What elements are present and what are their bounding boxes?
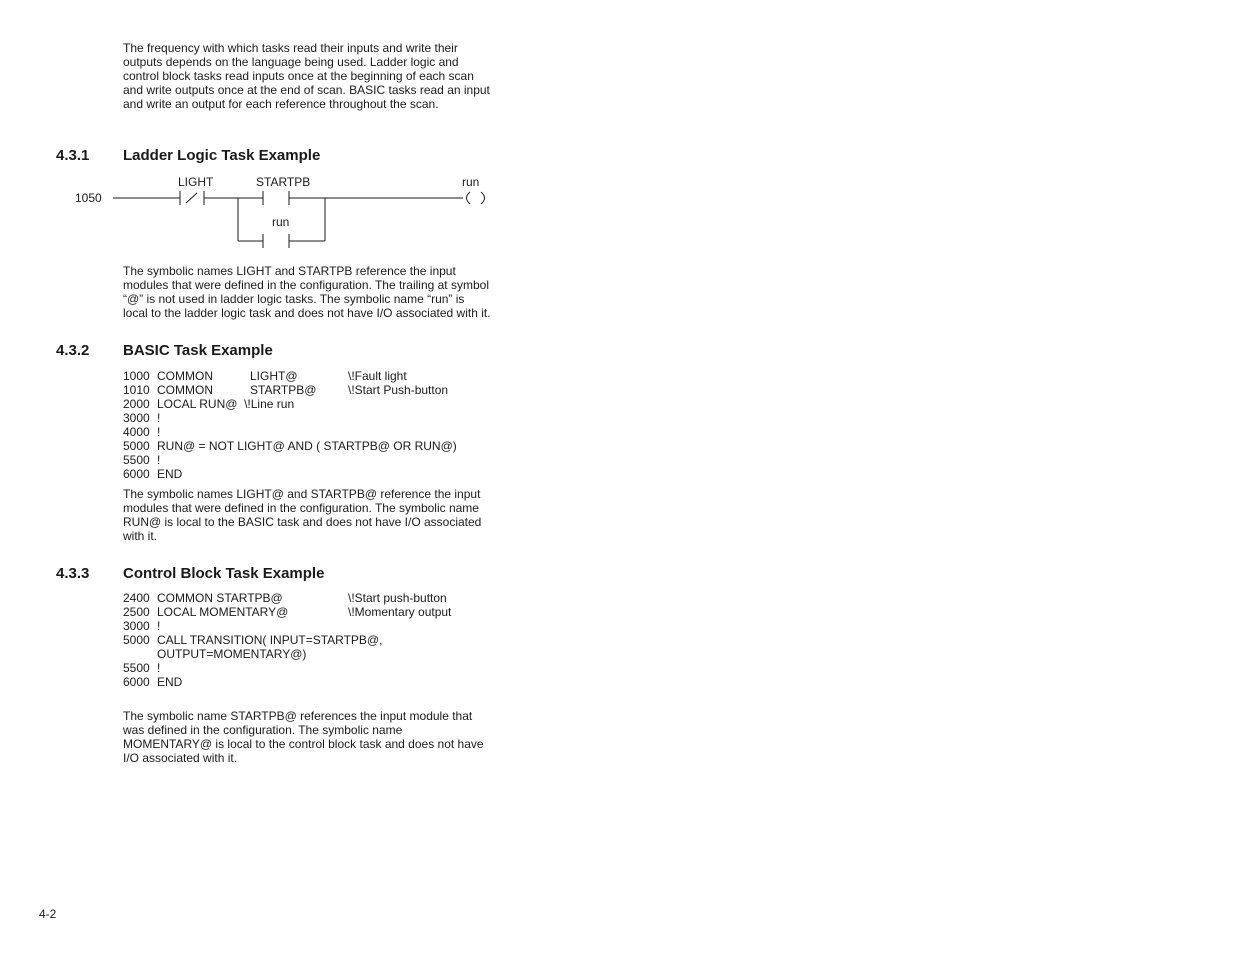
rung-lines <box>113 191 485 248</box>
coil-run-label: run <box>462 175 480 189</box>
intro-paragraph: The frequency with which tasks read their inputs and write their outputs depends on the language being used. Ladder logic and control block tasks read inputs once at the beginning of each scan and write outputs once at the end of scan. BASIC tasks read an input and write an output for each reference throughout the scan. <box>123 41 490 111</box>
ladder-diagram <box>0 170 520 255</box>
section-title-basic: BASIC Task Example <box>123 342 273 359</box>
section-number-4-3-2: 4.3.2 <box>56 342 90 359</box>
contact-run-label: run <box>272 215 290 229</box>
contact-light-label: LIGHT <box>178 175 214 189</box>
control-block-explanation: The symbolic name STARTPB@ references the input module that was defined in the configuration. The symbolic name MOMENTARY@ is local to the control block task and does not have I/O associated with it. <box>123 709 484 765</box>
section-number-4-3-3: 4.3.3 <box>56 565 90 582</box>
section-title-ladder-logic: Ladder Logic Task Example <box>123 147 321 164</box>
contact-startpb-label: STARTPB <box>256 175 311 189</box>
rung-number: 1050 <box>75 191 102 205</box>
ladder-explanation: The symbolic names LIGHT and STARTPB reference the input modules that were defined in the configuration. The trailing at symbol “@” is not used in ladder logic tasks. The symbolic name “run” is local to the ladder logic task and does not have I/O associated with it. <box>123 264 491 320</box>
page-number: 4-2 <box>39 907 57 921</box>
section-title-control-block: Control Block Task Example <box>123 565 325 582</box>
section-number-4-3-1: 4.3.1 <box>56 147 90 164</box>
basic-explanation: The symbolic names LIGHT@ and STARTPB@ reference the input modules that were defined in the configuration. The symbolic name RUN@ is local to the BASIC task and does not have I/O associated with it. <box>123 487 482 543</box>
